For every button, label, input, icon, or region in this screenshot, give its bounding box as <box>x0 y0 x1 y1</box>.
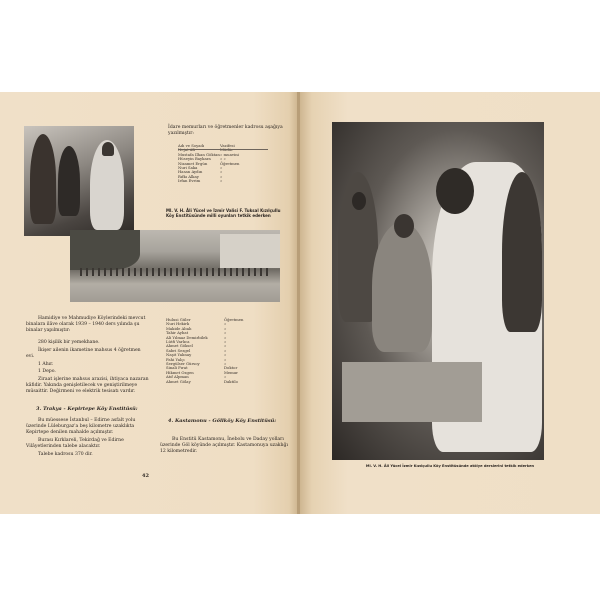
staff-duty: » <box>220 169 223 175</box>
staff-name: Sinali Fırat <box>166 366 188 371</box>
header-name: Adı ve Soyadı <box>178 144 205 148</box>
staff-name: Hikmet Özgen <box>166 370 194 375</box>
staff-duty: Memur <box>224 369 238 375</box>
staff-name: Nizamet Ergün <box>178 161 208 166</box>
staff-name: Ahmet Göksel <box>166 344 193 349</box>
staff-duty: » <box>224 330 227 336</box>
staff-name: Atıf Alpman <box>166 375 189 380</box>
staff-duty: » <box>224 321 227 327</box>
staff-duty: Öğretmen <box>224 317 244 322</box>
left-page <box>0 92 298 514</box>
paragraph: Bu Enstitü Kastamonu, İnebolu ve Daday yolları üzerinde Göl köyünde açılmıştır. Kastamonuya uzaklığı 12 kilometredir. <box>160 437 288 454</box>
staff-duty: » <box>224 356 227 362</box>
staff-duty: Öğretmen <box>220 160 240 166</box>
staff-name: Hulusi Güler <box>166 318 191 322</box>
staff-name: Sabri Sezgel <box>166 348 191 353</box>
staff-name: Fahi Yalçı <box>166 357 185 362</box>
staff-duty: » <box>224 361 227 367</box>
section-heading: 4. Kastamonu - Göllköy Köy Enstitüsü: <box>168 418 277 424</box>
staff-name: İrfan Evrim <box>178 179 201 184</box>
staff-name: Ahmet Gölay <box>166 379 191 384</box>
header-duty: Vazifesi <box>220 143 235 148</box>
staff-name: Hüseyin Baykara <box>178 157 211 162</box>
photo-courtyard-dance <box>70 230 280 302</box>
staff-duty: Müdür <box>220 147 234 153</box>
paragraph: Talebe kadrosu 370 dir. <box>38 452 93 457</box>
right-page <box>300 92 600 514</box>
staff-duty: » » <box>220 156 226 162</box>
staff-name: Tahir Aybat <box>166 331 189 336</box>
right-photo-caption: Ml. V. H. Âli Yücel İzmir Kızılçullu Köy Enstitüsünde atölye derslerini tetkik ederken <box>365 464 535 468</box>
paragraph: Ziraat işlerine mahsus arazisi, ihtiyaca nazaran kâfidir. Yakında genişletilecek ve geniştirilmeye müsaittir. Değirmeni ve elektrik tesisatı vardır. <box>26 377 149 394</box>
table-row <box>166 380 286 384</box>
staff-name: Ali Yılmaz Demirbilek <box>166 335 208 340</box>
staff-name: Rıfkı Alkay <box>178 174 199 179</box>
staff-name: Makide Abalı <box>166 326 192 331</box>
staff-intro: İdare memurları ve öğretmenler kadrosu aşağıya yazılmıştır: <box>168 125 283 136</box>
staff-table-top <box>178 144 288 184</box>
staff-duty: » <box>220 173 223 179</box>
paragraph: 1 Ahır. <box>38 362 54 367</box>
staff-duty: » <box>224 347 227 353</box>
left-photo-caption: Ml. V. H. Âli Yücel ve İzmir Valisi F. Tuksal Kızılçullu Köy Enstitüsünde milli oyunları tetkik ederken <box>166 208 281 218</box>
staff-name: Nuri Hekirk <box>166 322 190 327</box>
staff-name: Lütfi Varlıca <box>166 340 190 345</box>
paragraph: 280 kişilik bir yemekhane. <box>38 340 100 345</box>
staff-name: Sergülser Gürsoy <box>166 362 200 367</box>
staff-duty: Doktor <box>224 365 238 371</box>
staff-name: Mustafa İlhan Göktan <box>178 152 220 157</box>
staff-duty: » <box>220 178 223 184</box>
staff-duty: » <box>224 352 227 358</box>
staff-duty: » <box>224 334 227 340</box>
staff-duty: Daktilo <box>224 378 238 384</box>
paragraph: Bu müessese İstanbul – Edirne asfalt yolu üzerinde Lüleburgaz'a beş kilometre uzaklıkta Kepirtepe denilen mahalde açılmıştır. <box>26 418 136 435</box>
staff-duty: » <box>220 165 223 171</box>
staff-duty: » <box>224 343 227 349</box>
staff-name: Nuri Saka <box>178 166 198 171</box>
paragraph: Burası Kırklareli, Tekirdağ ve Edirne Vilâyetlerinden talebe alacaktır. <box>26 438 124 449</box>
section-heading: 3. Trakya - Kepirtepe Köy Enstitüsü: <box>36 406 138 412</box>
photo-ceremony <box>24 126 134 236</box>
staff-name: Nejat Ali <box>178 148 195 153</box>
book-spread <box>0 92 600 514</box>
staff-duty: » <box>224 374 227 380</box>
staff-duty: » muavini <box>220 151 239 157</box>
paragraph: 1 Depo. <box>38 369 56 374</box>
table-row <box>178 179 288 183</box>
paragraph: İkişer ailenin ikametine mahsus 4 öğretmen evi. <box>26 348 141 359</box>
photo-workshop <box>332 122 544 460</box>
staff-name: Naşit Yalınay <box>166 353 192 358</box>
paragraph: Hamidiye ve Mahmudiye Köylerindeki mevcut binalara ilâve olarak 1939 – 1940 ders yılında şu binalar yapılmıştır: <box>26 316 146 333</box>
staff-table-bottom <box>166 318 286 384</box>
staff-name: Hasan Aydın <box>178 170 203 175</box>
staff-duty: » <box>224 339 227 345</box>
staff-duty: » <box>224 325 227 331</box>
page-number: 42 <box>142 473 149 479</box>
